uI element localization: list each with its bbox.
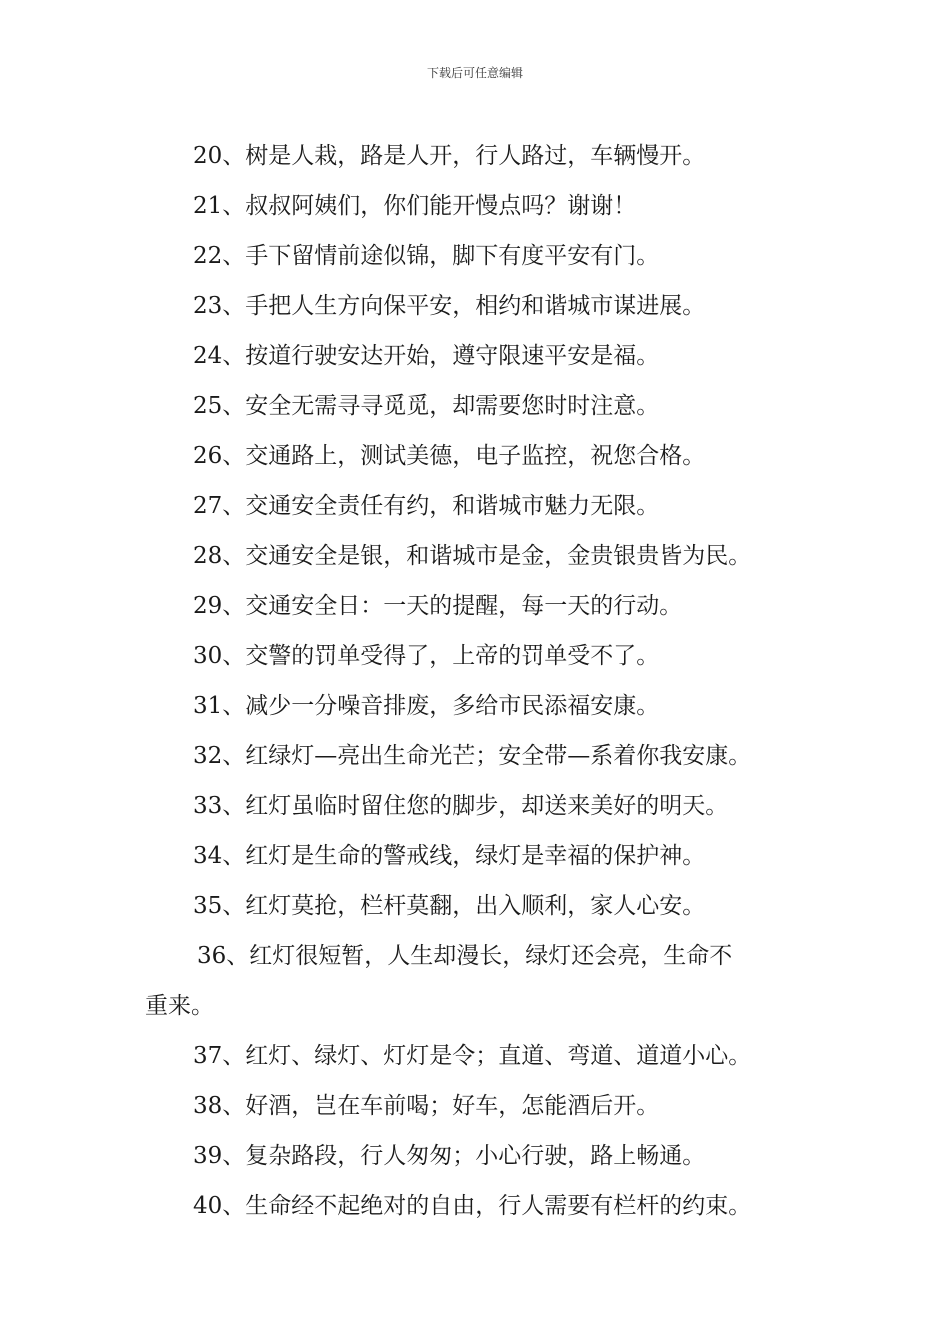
list-item: 38、好酒，岂在车前喝；好车，怎能酒后开。	[193, 1093, 660, 1119]
list-item: 29、交通安全日：一天的提醒，每一天的行动。	[193, 593, 683, 619]
list-item: 27、交通安全责任有约，和谐城市魅力无限。	[193, 493, 660, 519]
list-item-continuation: 重来。	[145, 993, 214, 1019]
list-item: 22、手下留情前途似锦，脚下有度平安有门。	[193, 243, 660, 269]
list-item: 35、红灯莫抢，栏杆莫翻，出入顺利，家人心安。	[193, 893, 706, 919]
list-item: 21、叔叔阿姨们，你们能开慢点吗？谢谢！	[193, 193, 637, 219]
list-item: 23、手把人生方向保平安，相约和谐城市谋进展。	[193, 293, 706, 319]
list-item: 30、交警的罚单受得了，上帝的罚单受不了。	[193, 643, 660, 669]
list-item: 32、红绿灯—亮出生命光芒；安全带—系着你我安康。	[193, 743, 752, 769]
page-header: 下载后可任意编辑	[426, 66, 523, 80]
list-item: 39、复杂路段，行人匆匆；小心行驶，路上畅通。	[193, 1143, 706, 1169]
list-item: 37、红灯、绿灯、灯灯是令；直道、弯道、道道小心。	[193, 1043, 752, 1069]
list-item: 31、减少一分噪音排废，多给市民添福安康。	[193, 693, 660, 719]
list-item: 34、红灯是生命的警戒线，绿灯是幸福的保护神。	[193, 843, 706, 869]
list-item: 20、树是人栽，路是人开，行人路过，车辆慢开。	[193, 143, 706, 169]
list-item: 40、生命经不起绝对的自由，行人需要有栏杆的约束。	[193, 1193, 752, 1219]
list-item: 26、交通路上，测试美德，电子监控，祝您合格。	[193, 443, 706, 469]
list-item: 24、按道行驶安达开始，遵守限速平安是福。	[193, 343, 660, 369]
list-item: 25、安全无需寻寻觅觅，却需要您时时注意。	[193, 393, 660, 419]
list-item: 28、交通安全是银，和谐城市是金，金贵银贵皆为民。	[193, 543, 752, 569]
list-item: 36、红灯很短暂，人生却漫长，绿灯还会亮，生命不	[197, 943, 733, 969]
slogan-list	[0, 131, 950, 1231]
list-item: 33、红灯虽临时留住您的脚步，却送来美好的明天。	[193, 793, 729, 819]
